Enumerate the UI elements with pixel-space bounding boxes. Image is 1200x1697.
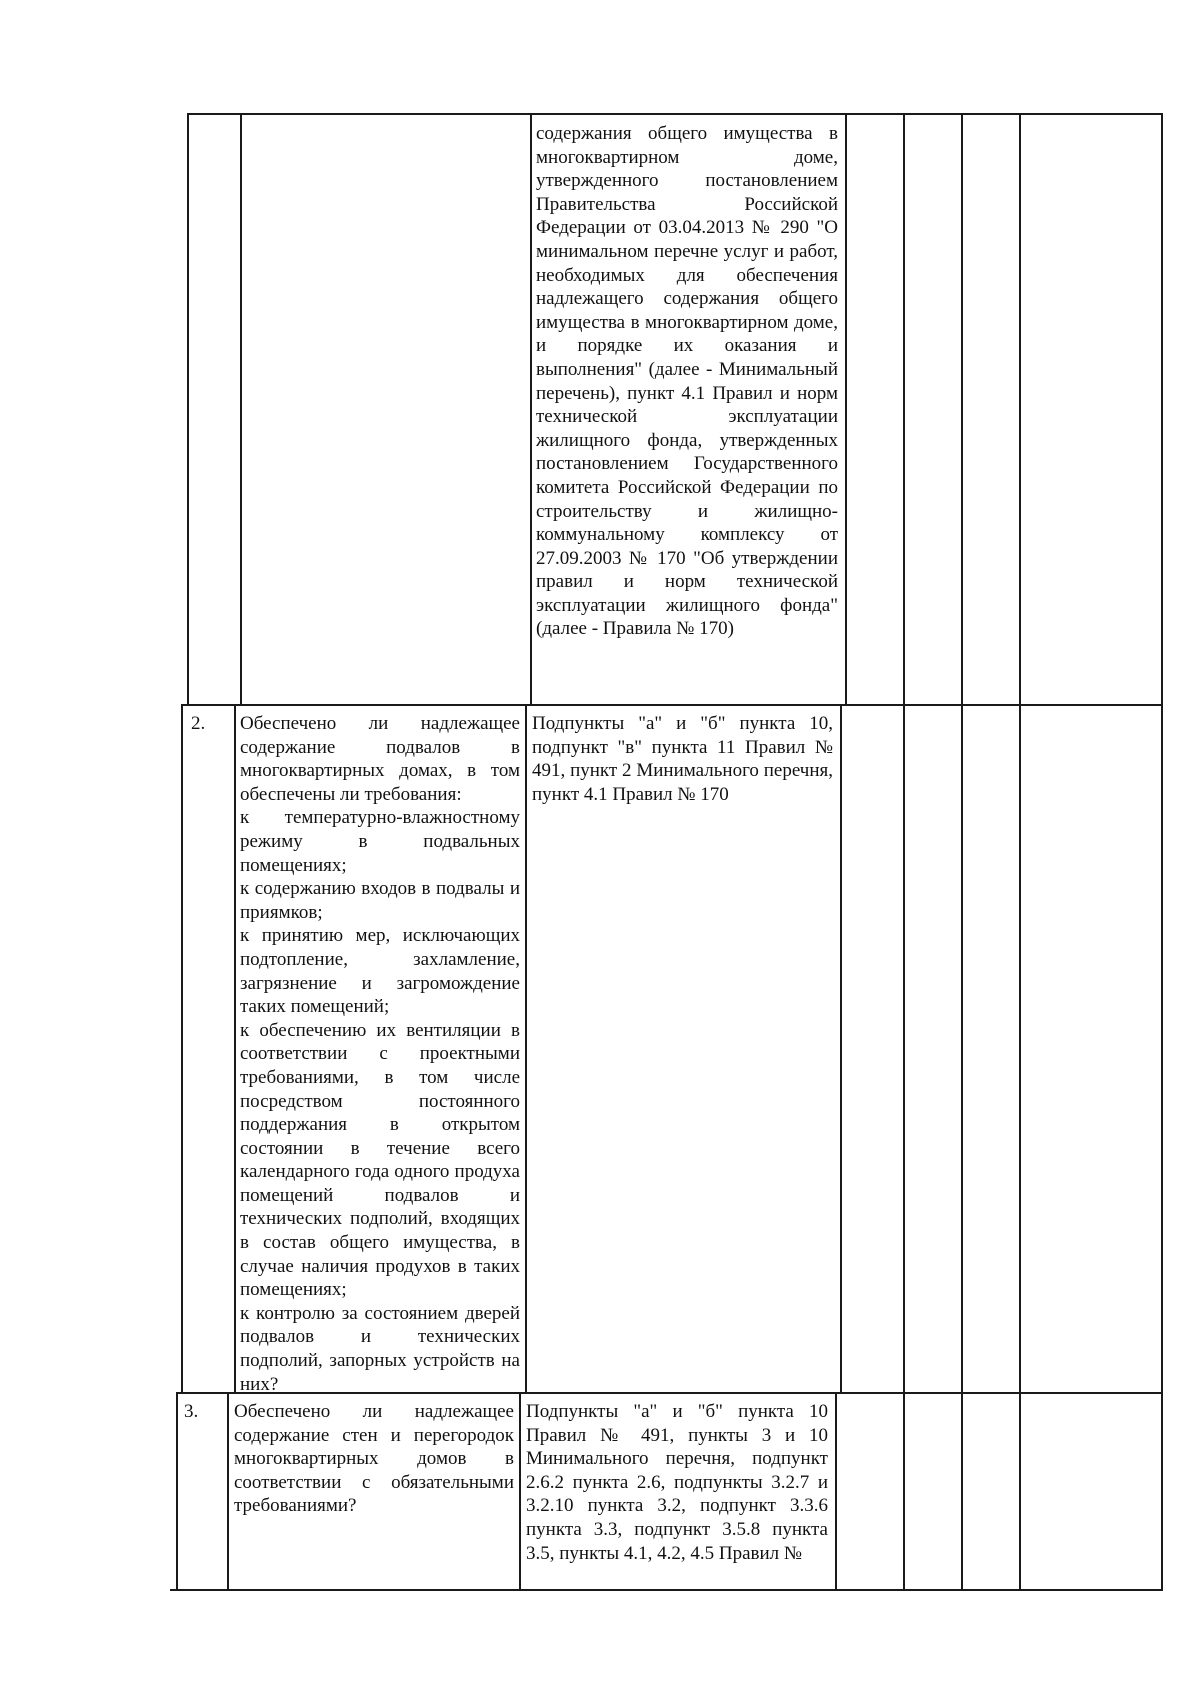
column-border-left — [176, 1392, 178, 1591]
column-border-requirement — [845, 113, 847, 704]
requirement-cell: Подпункты "а" и "б" пункта 10 Правил № 491, пункты 3 и 10 Минимального перечня, подпункт 2.6.2 пункта 2.6, подпункты 3.2.7 и 3.2.10 пункта 3.2, подпункт 3.3.6 пункта 3.3, подпункт 3.5.8 пункта 3.5, пункты 4.1, 4.2, 4.5 Правил № — [526, 1401, 828, 1564]
question-cell: Обеспечено ли надлежащее содержание подвалов в многоквартирных домах, в том обеспечены ли требования: к температурно-влажностному режиму в подвальных помещениях; к содержанию входов в подвалы и приямков; к принятию мер, исключающих подтопление, захламление, загрязнение и загромождение таких помещений; к обеспечению их вентиляции в соответствии с проектными требованиями, в том числе посредством постоянного поддержания в открытом состоянии в течение всего календарного года одного продуха помещений подвалов и технических подполий, входящих в состав общего имущества, в случае наличия продухов в таких помещениях; к контролю за состоянием дверей подвалов и технических подполий, запорных устройств на них? — [240, 713, 520, 1395]
row-divider-1 — [181, 704, 1163, 706]
question-cell: Обеспечено ли надлежащее содержание стен и перегородок многоквартирных домов в соответствии с обязательными требованиями? — [234, 1401, 514, 1517]
table-right-border — [1161, 113, 1163, 1591]
table-bottom-border — [170, 1589, 1163, 1591]
column-border-question — [519, 1392, 521, 1591]
column-border-number — [240, 113, 242, 704]
column-border-left — [181, 704, 183, 1392]
row-number: 3. — [184, 1401, 199, 1422]
row-number: 2. — [191, 713, 206, 734]
column-border-left — [187, 113, 189, 704]
column-border-yes — [903, 113, 905, 1591]
column-border-na — [1019, 113, 1021, 1591]
column-border-number — [227, 1392, 229, 1591]
requirement-cell: Подпункты "а" и "б" пункта 10, подпункт "в" пункта 11 Правил № 491, пункт 2 Минимального перечня, пункт 4.1 Правил № 170 — [532, 713, 833, 805]
column-border-requirement — [840, 704, 842, 1392]
column-border-number — [234, 704, 236, 1392]
column-border-question — [525, 704, 527, 1392]
column-border-question — [530, 113, 532, 704]
requirement-cell: содержания общего имущества в многоквартирном доме, утвержденного постановлением Правительства Российской Федерации от 03.04.2013 № 290 "О минимальном перечне услуг и работ, необходимых для обеспечения надлежащего содержания общего имущества в многоквартирном доме, и порядке их оказания и выполнения" (далее - Минимальный перечень), пункт 4.1 Правил и норм технической эксплуатации жилищного фонда, утвержденных постановлением Государственного комитета Российской Федерации по строительству и жилищно-коммунальному комплексу от 27.09.2003 № 170 "Об утверждении правил и норм технической эксплуатации жилищного фонда" (далее - Правила № 170) — [536, 123, 838, 640]
table-top-border — [187, 113, 1163, 115]
column-border-no — [961, 113, 963, 1591]
column-border-requirement — [835, 1392, 837, 1591]
